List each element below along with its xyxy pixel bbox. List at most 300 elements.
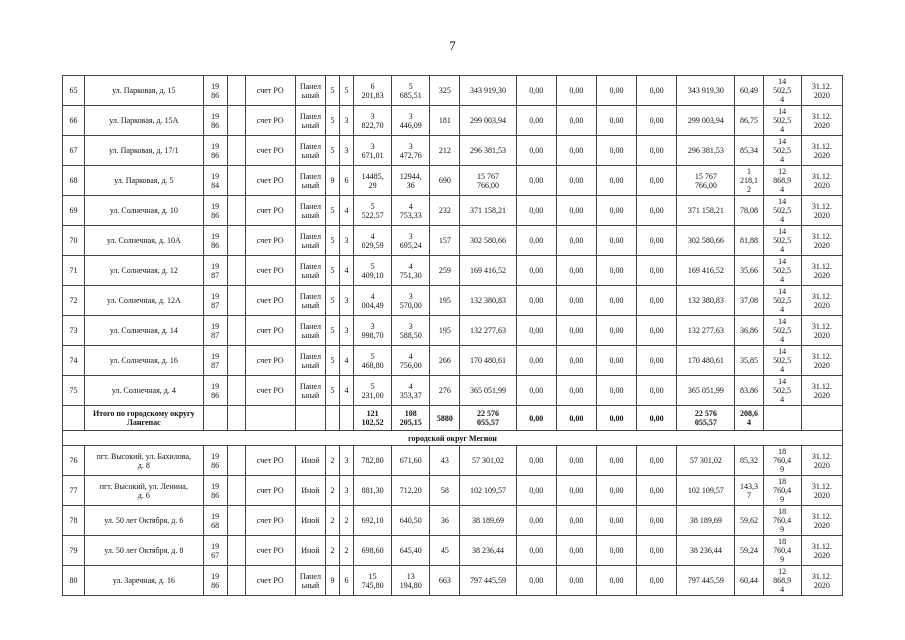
- deadline-date-cell: [801, 136, 842, 166]
- year-cell-line: 87: [211, 360, 220, 370]
- address-cell: [85, 476, 203, 506]
- municipal-share-cell: 0,00: [596, 256, 636, 286]
- fund-share-cell: 0,00: [516, 136, 556, 166]
- address-cell: [85, 446, 203, 476]
- total-area-cell-line: 6: [370, 81, 375, 91]
- living-area-cell-line: 3: [408, 321, 413, 331]
- address-cell-line: д. 8: [137, 460, 150, 470]
- wall-material-cell: [295, 346, 325, 376]
- table-row: [63, 506, 843, 536]
- total-cost-cell: 57 301,02: [460, 446, 516, 476]
- total-cost-cell-line: 15 767: [477, 171, 500, 181]
- residents-cell: 232: [430, 196, 460, 226]
- works-cost-cell: 132 380,83: [677, 286, 735, 316]
- fund-type-cell: счет РО: [245, 566, 295, 596]
- living-area-cell: [392, 76, 430, 106]
- deadline-date-cell: [801, 476, 842, 506]
- owners-share-cell: 0,00: [637, 536, 677, 566]
- limit-cost-cell-line: 760,4: [773, 456, 792, 465]
- row-number-cell: 67: [63, 136, 85, 166]
- year-cell: [203, 476, 227, 506]
- total-area-cell: 692,10: [354, 506, 392, 536]
- total-area-cell: [354, 106, 392, 136]
- entrances-cell: 5: [340, 76, 354, 106]
- living-area-cell: [392, 566, 430, 596]
- deadline-date-cell-line: 31.12.: [811, 141, 832, 151]
- works-cost-cell: 371 158,21: [677, 196, 735, 226]
- limit-cost-cell-line: 502,5: [773, 206, 792, 215]
- works-cost-cell: 343 919,30: [677, 76, 735, 106]
- table-row: [63, 316, 843, 346]
- total-area-cell: [354, 166, 392, 196]
- address-cell: ул. 50 лет Октября, д. 8: [85, 536, 203, 566]
- deadline-date-cell-line: 31.12.: [811, 351, 832, 361]
- owners-share-cell: 0,00: [637, 226, 677, 256]
- works-cost-cell: [677, 406, 735, 431]
- floors-cell: 2: [325, 536, 339, 566]
- total-area-cell-line: 231,00: [361, 390, 384, 400]
- year-cell-line: 86: [211, 460, 220, 470]
- wall-material-cell-line: ьный: [301, 180, 320, 190]
- limit-cost-cell: [763, 136, 801, 166]
- deadline-date-cell-line: 31.12.: [811, 171, 832, 181]
- living-area-cell-line: 3: [408, 231, 413, 241]
- total-area-cell: [354, 196, 392, 226]
- owners-share-cell: 0,00: [637, 446, 677, 476]
- fund-type-cell: счет РО: [245, 106, 295, 136]
- year-cell: [203, 566, 227, 596]
- entrances-cell: 3: [340, 446, 354, 476]
- floors-cell: 5: [325, 76, 339, 106]
- address-cell: ул. Заречная, д. 16: [85, 566, 203, 596]
- wall-material-cell-line: Панел: [299, 351, 321, 361]
- living-area-cell-line: 751,30: [399, 270, 422, 280]
- deadline-date-cell-line: 2020: [813, 270, 830, 280]
- year-cell-line: 86: [211, 90, 220, 100]
- owners-share-cell: 0,00: [637, 406, 677, 431]
- floors-cell: 5: [325, 316, 339, 346]
- entrances-cell: 4: [340, 346, 354, 376]
- works-cost-cell: [677, 166, 735, 196]
- deadline-date-cell: [801, 346, 842, 376]
- fund-type-cell: счет РО: [245, 166, 295, 196]
- unit-cost-cell-line: 208,6: [739, 409, 758, 418]
- limit-cost-cell-line: 502,5: [773, 296, 792, 305]
- floors-cell: 5: [325, 256, 339, 286]
- empty-cell: [227, 136, 245, 166]
- total-area-cell-line: 5: [370, 201, 375, 211]
- fund-type-cell: счет РО: [245, 446, 295, 476]
- address-cell-line: пгт. Высокий, ул. Бахилова,: [96, 451, 192, 461]
- municipal-share-cell: 0,00: [596, 406, 636, 431]
- address-cell: ул. Солнечная, д. 14: [85, 316, 203, 346]
- living-area-cell-line: 36: [406, 180, 415, 190]
- deadline-date-cell: [801, 196, 842, 226]
- limit-cost-cell-line: 4: [780, 125, 785, 134]
- wall-material-cell-line: ьный: [301, 150, 320, 160]
- fund-share-cell: 0,00: [516, 566, 556, 596]
- limit-cost-cell-line: 14: [778, 377, 787, 386]
- fund-type-cell: счет РО: [245, 536, 295, 566]
- residents-cell: 58: [430, 476, 460, 506]
- year-cell: [203, 166, 227, 196]
- living-area-cell-line: 756,00: [399, 360, 422, 370]
- living-area-cell-line: 472,76: [399, 150, 422, 160]
- fund-type-cell: счет РО: [245, 226, 295, 256]
- fund-share-cell: 0,00: [516, 286, 556, 316]
- row-number-cell: 68: [63, 166, 85, 196]
- total-cost-cell: [460, 166, 516, 196]
- total-area-cell-line: 102,52: [361, 418, 384, 427]
- living-area-cell: [392, 346, 430, 376]
- empty-cell: [227, 446, 245, 476]
- deadline-date-cell: [801, 106, 842, 136]
- living-area-cell: [392, 376, 430, 406]
- fund-share-cell: 0,00: [516, 476, 556, 506]
- unit-cost-cell: 60,44: [735, 566, 763, 596]
- region-share-cell: 0,00: [556, 166, 596, 196]
- year-cell-line: 19: [211, 291, 220, 301]
- total-cost-cell: 38 236,44: [460, 536, 516, 566]
- fund-share-cell: 0,00: [516, 406, 556, 431]
- works-cost-cell: 169 416,52: [677, 256, 735, 286]
- living-area-cell-line: 3: [408, 141, 413, 151]
- total-area-cell: [354, 226, 392, 256]
- owners-share-cell: 0,00: [637, 196, 677, 226]
- region-share-cell: 0,00: [556, 376, 596, 406]
- deadline-date-cell-line: 31.12.: [811, 381, 832, 391]
- total-area-cell: [354, 286, 392, 316]
- total-cost-cell-line: 055,57: [477, 418, 500, 427]
- limit-cost-cell-line: 9: [780, 465, 785, 474]
- works-cost-cell: 170 480,61: [677, 346, 735, 376]
- address-cell: ул. Солнечная, д. 16: [85, 346, 203, 376]
- limit-cost-cell-line: 4: [780, 395, 785, 404]
- table-row: [63, 566, 843, 596]
- unit-cost-cell: 81,88: [735, 226, 763, 256]
- year-cell: [203, 446, 227, 476]
- total-area-cell: [354, 406, 392, 431]
- entrances-cell: 3: [340, 136, 354, 166]
- deadline-date-cell-line: 2020: [813, 390, 830, 400]
- year-cell-line: 19: [211, 381, 220, 391]
- wall-material-cell-line: Панел: [299, 321, 321, 331]
- municipal-share-cell: 0,00: [596, 346, 636, 376]
- wall-material-cell: [295, 226, 325, 256]
- total-cost-cell: 169 416,52: [460, 256, 516, 286]
- residents-cell: 195: [430, 316, 460, 346]
- year-cell: [203, 316, 227, 346]
- municipal-share-cell: 0,00: [596, 196, 636, 226]
- year-cell-line: 67: [211, 550, 220, 560]
- region-share-cell: 0,00: [556, 136, 596, 166]
- empty-cell: [227, 166, 245, 196]
- deadline-date-cell: [801, 316, 842, 346]
- fund-type-cell: счет РО: [245, 136, 295, 166]
- works-cost-cell: 296 381,53: [677, 136, 735, 166]
- owners-share-cell: 0,00: [637, 566, 677, 596]
- region-share-cell: 0,00: [556, 566, 596, 596]
- region-share-cell: 0,00: [556, 476, 596, 506]
- deadline-date-cell-line: 31.12.: [811, 261, 832, 271]
- row-number-cell: 69: [63, 196, 85, 226]
- living-area-cell-line: 4: [408, 381, 413, 391]
- unit-cost-cell-line: 2: [746, 185, 751, 194]
- living-area-cell: [392, 316, 430, 346]
- total-area-cell: [354, 316, 392, 346]
- unit-cost-cell: 83,86: [735, 376, 763, 406]
- empty-cell: [227, 226, 245, 256]
- deadline-date-cell: [801, 536, 842, 566]
- limit-cost-cell: [763, 476, 801, 506]
- entrances-cell: 2: [340, 536, 354, 566]
- empty-cell: [227, 316, 245, 346]
- living-area-cell: [392, 106, 430, 136]
- unit-cost-cell: 35,66: [735, 256, 763, 286]
- entrances-cell: 3: [340, 226, 354, 256]
- year-cell-line: 19: [211, 481, 220, 491]
- unit-cost-cell: 60,49: [735, 76, 763, 106]
- entrances-cell: 3: [340, 286, 354, 316]
- fund-type-cell: счет РО: [245, 256, 295, 286]
- fund-share-cell: 0,00: [516, 346, 556, 376]
- unit-cost-cell: 85,34: [735, 136, 763, 166]
- table-row: [63, 76, 843, 106]
- municipal-share-cell: 0,00: [596, 76, 636, 106]
- living-area-cell-line: 4: [408, 351, 413, 361]
- floors-cell: 5: [325, 136, 339, 166]
- year-cell: [203, 506, 227, 536]
- total-area-cell-line: 671,01: [361, 150, 384, 160]
- unit-cost-cell: 35,85: [735, 346, 763, 376]
- wall-material-cell-line: ьный: [301, 330, 320, 340]
- deadline-date-cell-line: 31.12.: [811, 541, 832, 551]
- deadline-date-cell-line: 2020: [813, 360, 830, 370]
- limit-cost-cell-line: 760,4: [773, 516, 792, 525]
- limit-cost-cell: [763, 346, 801, 376]
- deadline-date-cell-line: 31.12.: [811, 571, 832, 581]
- owners-share-cell: 0,00: [637, 376, 677, 406]
- limit-cost-cell-line: 9: [780, 555, 785, 564]
- limit-cost-cell-line: 4: [780, 215, 785, 224]
- fund-type-cell: счет РО: [245, 286, 295, 316]
- year-cell-line: 86: [211, 210, 220, 220]
- wall-material-cell-line: Панел: [299, 381, 321, 391]
- unit-cost-cell-line: 7: [746, 490, 751, 500]
- empty-cell: [227, 76, 245, 106]
- limit-cost-cell: [763, 566, 801, 596]
- entrances-cell: 4: [340, 256, 354, 286]
- year-cell: [203, 196, 227, 226]
- fund-type-cell: счет РО: [245, 376, 295, 406]
- address-cell: ул. Солнечная, д. 10: [85, 196, 203, 226]
- total-area-cell: [354, 346, 392, 376]
- deadline-date-cell-line: 2020: [813, 550, 830, 560]
- deadline-date-cell-line: 2020: [813, 330, 830, 340]
- floors-cell: 5: [325, 346, 339, 376]
- row-number-cell: 66: [63, 106, 85, 136]
- floors-cell: 9: [325, 566, 339, 596]
- deadline-date-cell-line: 2020: [813, 150, 830, 160]
- wall-material-cell: [295, 136, 325, 166]
- living-area-cell-line: 12944,: [399, 171, 422, 181]
- empty-cell: [227, 536, 245, 566]
- residents-cell: 259: [430, 256, 460, 286]
- unit-cost-cell-line: 143,3: [739, 481, 758, 491]
- year-cell-line: 19: [211, 351, 220, 361]
- floors-cell: 5: [325, 376, 339, 406]
- floors-cell: 5: [325, 106, 339, 136]
- limit-cost-cell: [763, 226, 801, 256]
- year-cell-line: 19: [211, 321, 220, 331]
- year-cell: [203, 76, 227, 106]
- address-cell: ул. Парковая, д. 17/1: [85, 136, 203, 166]
- living-area-cell: [392, 196, 430, 226]
- total-cost-cell: 38 189,69: [460, 506, 516, 536]
- table-row: [63, 346, 843, 376]
- deadline-date-cell: [801, 286, 842, 316]
- total-cost-cell: 302 580,66: [460, 226, 516, 256]
- deadline-date-cell: [801, 566, 842, 596]
- table-row: [63, 226, 843, 256]
- year-cell: [203, 286, 227, 316]
- row-number-cell: 77: [63, 476, 85, 506]
- residents-cell: 43: [430, 446, 460, 476]
- deadline-date-cell-line: 31.12.: [811, 451, 832, 461]
- wall-material-cell-line: ьный: [301, 270, 320, 280]
- year-cell: [203, 226, 227, 256]
- total-area-cell-line: 3: [370, 141, 375, 151]
- living-area-cell-line: 353,37: [399, 390, 422, 400]
- unit-cost-cell: 59,24: [735, 536, 763, 566]
- deadline-date-cell-line: 31.12.: [811, 231, 832, 241]
- entrances-cell: 2: [340, 506, 354, 536]
- deadline-date-cell-line: 31.12.: [811, 111, 832, 121]
- wall-material-cell-line: Панел: [299, 231, 321, 241]
- residents-cell: 266: [430, 346, 460, 376]
- empty-cell: [227, 346, 245, 376]
- table-row: [63, 166, 843, 196]
- residents-cell: 212: [430, 136, 460, 166]
- limit-cost-cell-line: 14: [778, 317, 787, 326]
- fund-type-cell: счет РО: [245, 506, 295, 536]
- residents-cell: 195: [430, 286, 460, 316]
- deadline-date-cell-line: 2020: [813, 580, 830, 590]
- wall-material-cell: [295, 376, 325, 406]
- limit-cost-cell-line: 502,5: [773, 236, 792, 245]
- empty-cell: [63, 406, 85, 431]
- limit-cost-cell: [763, 506, 801, 536]
- living-area-cell: [392, 166, 430, 196]
- year-cell-line: 19: [211, 171, 220, 181]
- wall-material-cell: [295, 106, 325, 136]
- row-number-cell: 80: [63, 566, 85, 596]
- region-share-cell: 0,00: [556, 256, 596, 286]
- floors-cell: 2: [325, 476, 339, 506]
- unit-cost-cell: 37,08: [735, 286, 763, 316]
- total-cost-cell: [460, 406, 516, 431]
- year-cell: [203, 376, 227, 406]
- limit-cost-cell-line: 502,5: [773, 326, 792, 335]
- deadline-date-cell-line: 2020: [813, 520, 830, 530]
- limit-cost-cell: [763, 196, 801, 226]
- total-area-cell: [354, 76, 392, 106]
- owners-share-cell: 0,00: [637, 286, 677, 316]
- table-row: [63, 136, 843, 166]
- address-cell: ул. Солнечная, д. 12: [85, 256, 203, 286]
- wall-material-cell-line: Панел: [299, 81, 321, 91]
- living-area-cell-line: 588,50: [399, 330, 422, 340]
- empty-cell: [227, 406, 245, 431]
- wall-material-cell-line: Панел: [299, 201, 321, 211]
- municipal-share-cell: 0,00: [596, 226, 636, 256]
- address-cell-line: д. 6: [137, 490, 150, 500]
- row-number-cell: 73: [63, 316, 85, 346]
- works-cost-cell: 365 051,99: [677, 376, 735, 406]
- fund-type-cell: счет РО: [245, 476, 295, 506]
- total-label-cell-line: Итого по городскому округу: [92, 409, 195, 418]
- living-area-cell-line: 13: [406, 571, 415, 581]
- deadline-date-cell: [801, 506, 842, 536]
- entrances-cell: 3: [340, 476, 354, 506]
- unit-cost-cell: 78,08: [735, 196, 763, 226]
- limit-cost-cell-line: 14: [778, 287, 787, 296]
- limit-cost-cell-line: 9: [780, 495, 785, 504]
- row-number-cell: 71: [63, 256, 85, 286]
- floors-cell: 5: [325, 226, 339, 256]
- limit-cost-cell-line: 12: [778, 567, 787, 576]
- owners-share-cell: 0,00: [637, 506, 677, 536]
- fund-share-cell: 0,00: [516, 506, 556, 536]
- limit-cost-cell-line: 14: [778, 227, 787, 236]
- limit-cost-cell-line: 760,4: [773, 546, 792, 555]
- limit-cost-cell-line: 12: [778, 167, 787, 176]
- address-cell: ул. Парковая, д. 5: [85, 166, 203, 196]
- total-cost-cell: 371 158,21: [460, 196, 516, 226]
- residents-cell: 276: [430, 376, 460, 406]
- deadline-date-cell: [801, 226, 842, 256]
- total-cost-cell: 102 109,57: [460, 476, 516, 506]
- living-area-cell: [392, 136, 430, 166]
- owners-share-cell: 0,00: [637, 106, 677, 136]
- empty-cell: [203, 406, 227, 431]
- fund-share-cell: 0,00: [516, 316, 556, 346]
- region-share-cell: 0,00: [556, 446, 596, 476]
- limit-cost-cell-line: 4: [780, 335, 785, 344]
- entrances-cell: 3: [340, 316, 354, 346]
- limit-cost-cell-line: 4: [780, 305, 785, 314]
- address-cell: ул. Солнечная, д. 10А: [85, 226, 203, 256]
- empty-cell: [227, 286, 245, 316]
- entrances-cell: 6: [340, 166, 354, 196]
- living-area-cell-line: 570,00: [399, 300, 422, 310]
- region-share-cell: 0,00: [556, 226, 596, 256]
- wall-material-cell: [295, 196, 325, 226]
- region-share-cell: 0,00: [556, 106, 596, 136]
- owners-share-cell: 0,00: [637, 316, 677, 346]
- row-number-cell: 76: [63, 446, 85, 476]
- total-cost-cell-line: 766,00: [477, 180, 500, 190]
- limit-cost-cell: [763, 316, 801, 346]
- wall-material-cell: [295, 256, 325, 286]
- deadline-date-cell: [801, 376, 842, 406]
- municipal-share-cell: 0,00: [596, 536, 636, 566]
- year-cell-line: 19: [211, 571, 220, 581]
- municipal-share-cell: 0,00: [596, 446, 636, 476]
- total-area-cell: 782,80: [354, 446, 392, 476]
- total-area-cell: 881,30: [354, 476, 392, 506]
- address-cell: ул. Парковая, д. 15А: [85, 106, 203, 136]
